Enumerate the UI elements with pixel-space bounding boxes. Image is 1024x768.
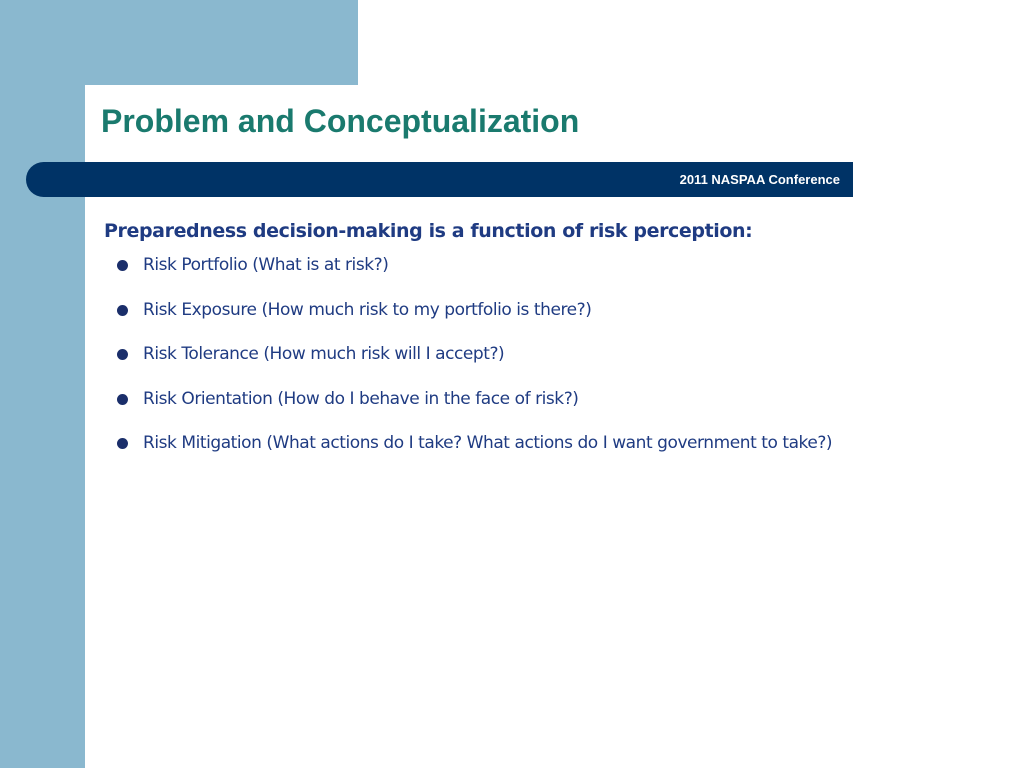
slide-content <box>104 220 1004 477</box>
bullet-item <box>104 432 1004 477</box>
bullet-dot-icon <box>117 260 128 271</box>
bullet-item <box>104 343 1004 388</box>
conference-label: 2011 NASPAA Conference <box>679 172 840 187</box>
bullet-dot-icon <box>117 394 128 405</box>
bullet-text: Risk Mitigation (What actions do I take? What actions do I want government to take?) <box>143 433 833 453</box>
bullet-item <box>104 388 1004 433</box>
bullet-text: Risk Portfolio (What is at risk?) <box>143 255 389 275</box>
bullet-item <box>104 299 1004 344</box>
bullet-text: Risk Tolerance (How much risk will I accept?) <box>143 344 505 364</box>
bullet-list <box>104 254 1004 477</box>
slide-title: Problem and Conceptualization <box>101 103 580 139</box>
bullet-text: Risk Orientation (How do I behave in the face of risk?) <box>143 388 579 409</box>
lead-statement: Preparedness decision-making is a function of risk perception: <box>104 220 753 242</box>
bullet-text: Risk Exposure (How much risk to my portfolio is there?) <box>143 299 592 320</box>
bullet-dot-icon <box>117 305 128 316</box>
conference-banner <box>26 162 853 197</box>
top-decorative-band <box>0 0 358 85</box>
bullet-dot-icon <box>117 438 128 449</box>
side-decorative-band <box>0 0 85 768</box>
bullet-dot-icon <box>117 349 128 360</box>
bullet-item <box>104 254 1004 299</box>
